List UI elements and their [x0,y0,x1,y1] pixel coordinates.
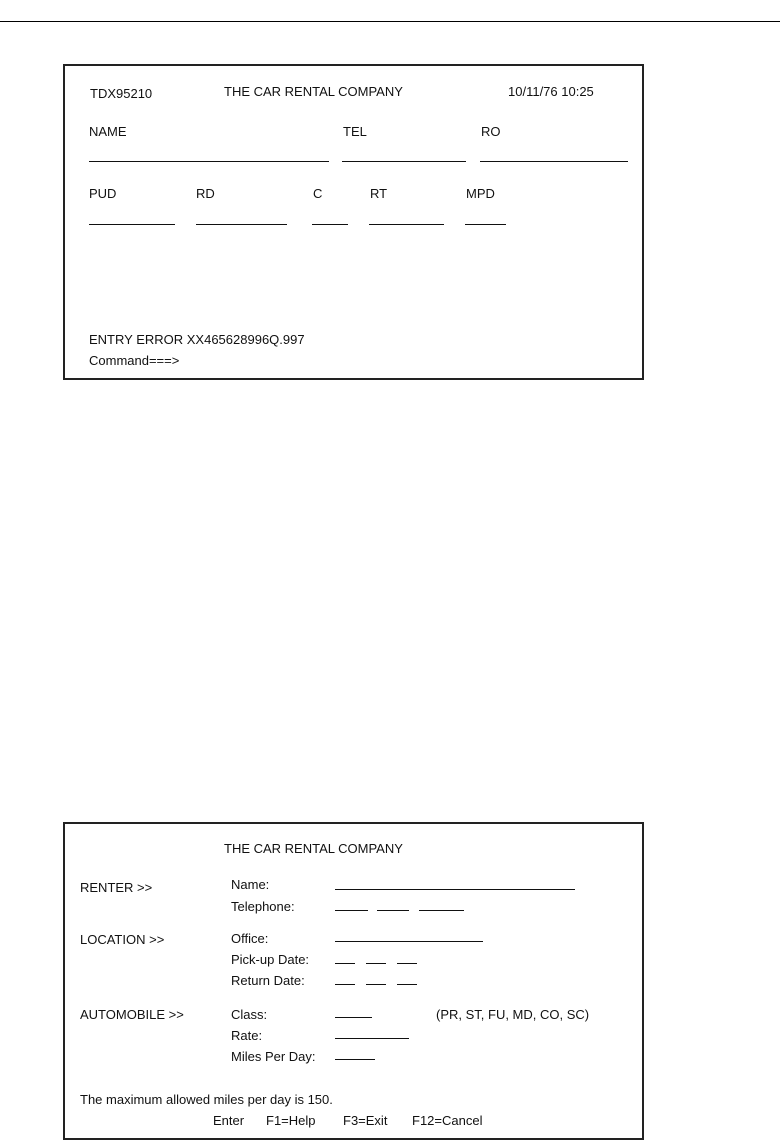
mpd-input[interactable] [465,224,506,225]
telephone-label: Telephone: [231,899,295,914]
tel-label: TEL [343,124,367,139]
screen-title: THE CAR RENTAL COMPANY [224,841,403,856]
office-label: Office: [231,931,269,946]
ro-label: RO [481,124,501,139]
pickup-day-input[interactable] [366,963,386,964]
return-year-input[interactable] [397,984,417,985]
date-time: 10/11/76 10:25 [508,84,594,99]
rd-label: RD [196,186,215,201]
class-label: Class: [231,1007,268,1022]
enter-key[interactable]: Enter [213,1113,245,1128]
info-message: The maximum allowed miles per day is 150. [80,1092,333,1107]
location-section-label: LOCATION >> [80,932,165,947]
name-label: Name: [231,877,270,892]
name-input[interactable] [335,889,575,890]
miles-per-day-label: Miles Per Day: [231,1049,316,1064]
class-input[interactable] [335,1017,372,1018]
page-top-rule [0,21,780,22]
rd-input[interactable] [196,224,287,225]
return-date-label: Return Date: [231,973,305,988]
screen-title: THE CAR RENTAL COMPANY [224,84,403,99]
ro-input[interactable] [480,161,628,162]
return-day-input[interactable] [366,984,386,985]
tel-input[interactable] [342,161,466,162]
exit-key[interactable]: F3=Exit [343,1113,388,1128]
rate-label: Rate: [231,1028,263,1043]
pickup-year-input[interactable] [397,963,417,964]
name-label: NAME [89,124,127,139]
redesigned-rental-screen [63,822,644,1140]
cancel-key[interactable]: F12=Cancel [412,1113,483,1128]
rt-label: RT [370,186,388,201]
automobile-section-label: AUTOMOBILE >> [80,1007,184,1022]
program-id: TDX95210 [90,86,153,101]
class-options-hint: (PR, ST, FU, MD, CO, SC) [436,1007,590,1022]
telephone-prefix-input[interactable] [377,910,409,911]
rt-input[interactable] [369,224,444,225]
renter-section-label: RENTER >> [80,880,153,895]
c-input[interactable] [312,224,348,225]
name-input[interactable] [89,161,329,162]
rate-input[interactable] [335,1038,409,1039]
help-key[interactable]: F1=Help [266,1113,316,1128]
pickup-month-input[interactable] [335,963,355,964]
legacy-rental-screen [63,64,644,380]
command-prompt[interactable]: Command===> [89,353,180,368]
telephone-area-input[interactable] [335,910,368,911]
telephone-number-input[interactable] [419,910,464,911]
return-month-input[interactable] [335,984,355,985]
pud-label: PUD [89,186,117,201]
pud-input[interactable] [89,224,175,225]
pickup-date-label: Pick-up Date: [231,952,310,967]
error-message: ENTRY ERROR XX465628996Q.997 [89,332,305,347]
office-input[interactable] [335,941,483,942]
miles-per-day-input[interactable] [335,1059,375,1060]
mpd-label: MPD [466,186,495,201]
c-label: C [313,186,323,201]
